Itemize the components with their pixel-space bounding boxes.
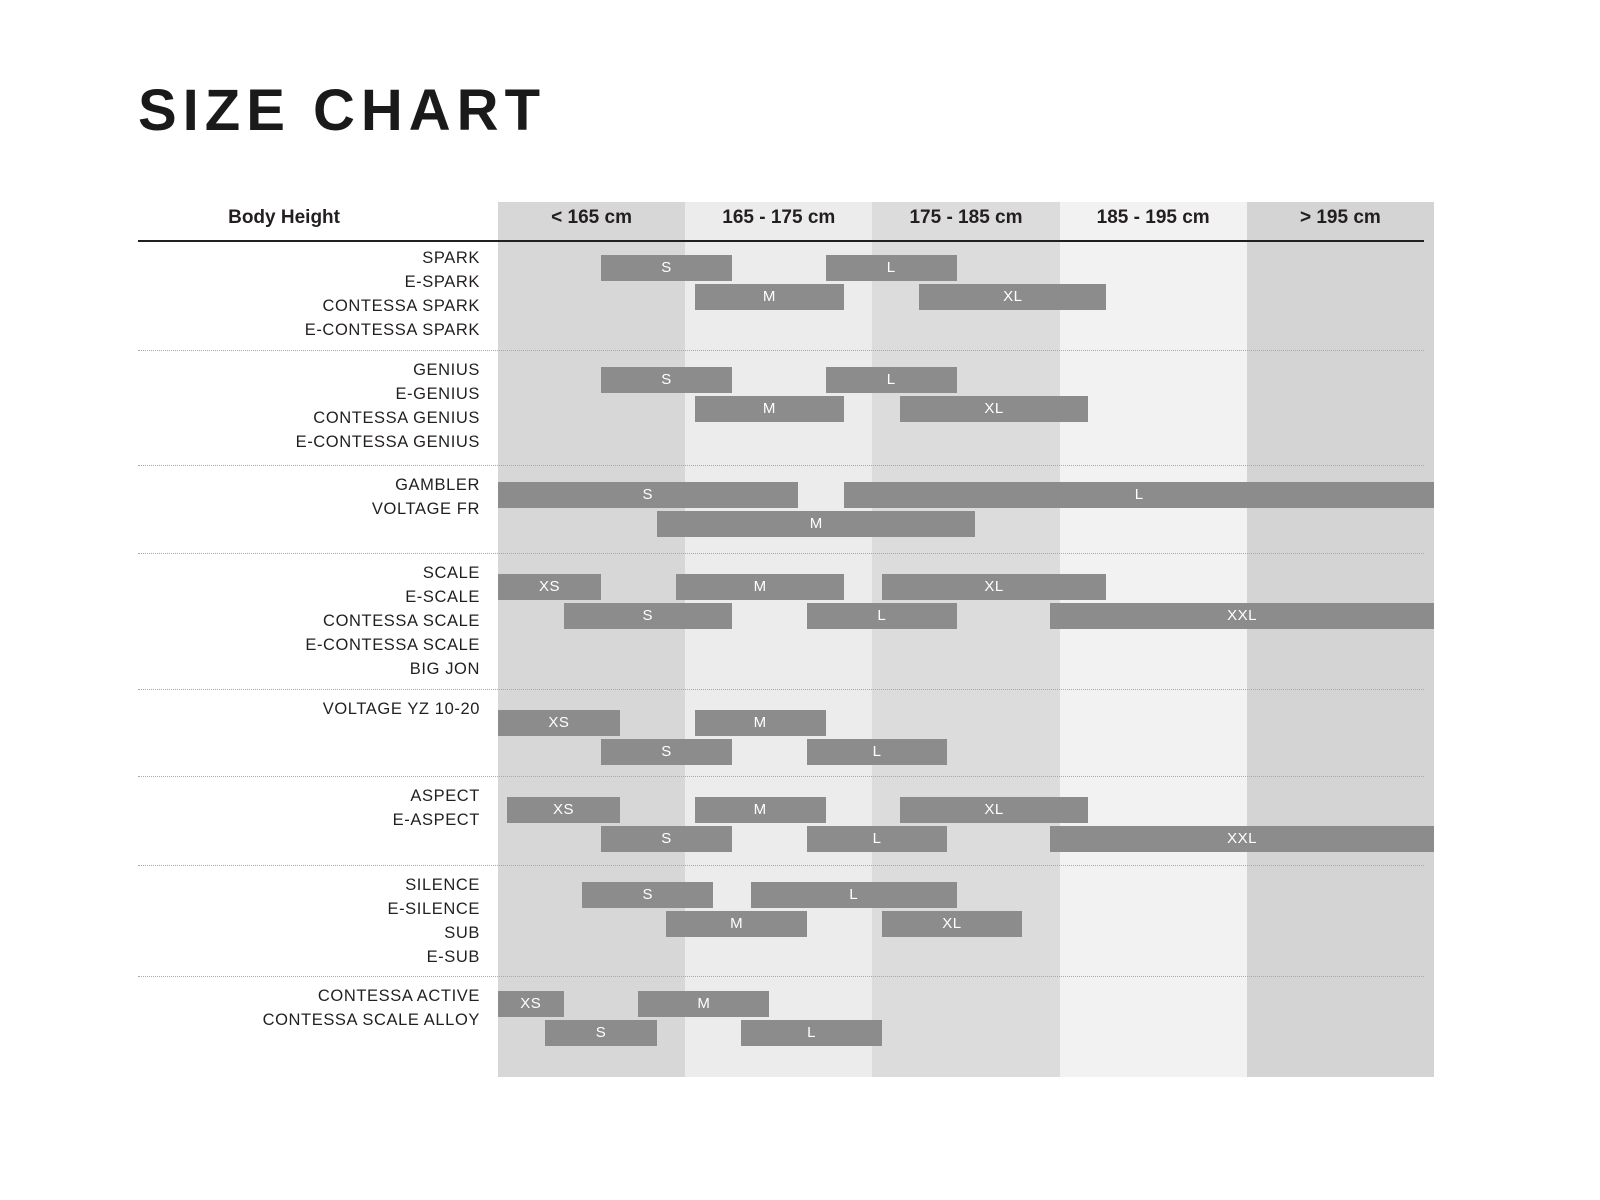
size-bar-xs: XS: [498, 991, 564, 1017]
size-bar-s: S: [601, 255, 732, 281]
column-band-4: [1060, 202, 1247, 1077]
size-bar-m: M: [695, 284, 845, 310]
group-separator: [138, 350, 1424, 351]
model-label: CONTESSA SPARK: [322, 297, 480, 315]
size-bar-xl: XL: [900, 797, 1087, 823]
size-bar-xs: XS: [498, 574, 601, 600]
page-title: SIZE CHART: [138, 78, 546, 143]
size-bar-l: L: [844, 482, 1434, 508]
model-label: E-CONTESSA SPARK: [304, 321, 480, 339]
size-bar-m: M: [666, 911, 806, 937]
model-label: E-SILENCE: [387, 900, 480, 918]
model-label: GAMBLER: [395, 476, 480, 494]
size-bar-xxl: XXL: [1050, 826, 1434, 852]
body-height-header: Body Height: [228, 207, 340, 228]
size-bar-l: L: [826, 255, 957, 281]
size-bar-m: M: [657, 511, 975, 537]
size-bar-s: S: [601, 739, 732, 765]
column-band-5: [1247, 202, 1434, 1077]
size-bar-xl: XL: [919, 284, 1106, 310]
size-bar-l: L: [741, 1020, 881, 1046]
model-label: VOLTAGE YZ 10-20: [322, 700, 480, 718]
column-header-3: 175 - 185 cm: [909, 207, 1023, 228]
size-bar-s: S: [601, 826, 732, 852]
group-separator: [138, 776, 1424, 777]
size-bar-m: M: [638, 991, 769, 1017]
size-bar-m: M: [676, 574, 844, 600]
size-bar-m: M: [695, 797, 826, 823]
size-bar-l: L: [826, 367, 957, 393]
model-label: E-SUB: [426, 948, 480, 966]
size-bar-m: M: [695, 396, 845, 422]
model-label: ASPECT: [410, 787, 480, 805]
column-band-1: [498, 202, 685, 1077]
group-separator: [138, 465, 1424, 466]
size-bar-s: S: [582, 882, 713, 908]
size-bar-xl: XL: [882, 911, 1022, 937]
model-label: GENIUS: [413, 361, 480, 379]
model-label: CONTESSA SCALE ALLOY: [262, 1011, 480, 1029]
group-separator: [138, 976, 1424, 977]
model-label: SILENCE: [405, 876, 480, 894]
size-bar-m: M: [695, 710, 826, 736]
size-bar-s: S: [498, 482, 798, 508]
column-header-5: > 195 cm: [1299, 207, 1381, 228]
size-bar-xl: XL: [882, 574, 1107, 600]
group-separator: [138, 553, 1424, 554]
size-bar-l: L: [807, 739, 947, 765]
size-bar-s: S: [564, 603, 732, 629]
column-band-2: [685, 202, 872, 1077]
size-bar-xl: XL: [900, 396, 1087, 422]
model-label: E-CONTESSA GENIUS: [295, 433, 480, 451]
model-label: CONTESSA GENIUS: [313, 409, 480, 427]
model-label: BIG JON: [409, 660, 480, 678]
model-label: SPARK: [422, 249, 480, 267]
column-band-3: [872, 202, 1059, 1077]
model-label: SUB: [444, 924, 480, 942]
group-separator: [138, 865, 1424, 866]
model-label: CONTESSA ACTIVE: [317, 987, 480, 1005]
size-bar-s: S: [545, 1020, 657, 1046]
model-label: CONTESSA SCALE: [323, 612, 480, 630]
column-header-1: < 165 cm: [551, 207, 632, 228]
size-bar-xs: XS: [498, 710, 620, 736]
column-header-4: 185 - 195 cm: [1096, 207, 1210, 228]
size-bar-s: S: [601, 367, 732, 393]
size-bar-xs: XS: [507, 797, 619, 823]
column-header-2: 165 - 175 cm: [722, 207, 836, 228]
model-label: VOLTAGE FR: [371, 500, 480, 518]
size-bar-l: L: [751, 882, 957, 908]
size-bar-l: L: [807, 826, 947, 852]
header-rule: [138, 240, 1424, 242]
model-label: E-SCALE: [405, 588, 480, 606]
model-label: E-ASPECT: [392, 811, 480, 829]
model-label: SCALE: [422, 564, 480, 582]
model-label: E-GENIUS: [395, 385, 480, 403]
model-label: E-CONTESSA SCALE: [305, 636, 480, 654]
group-separator: [138, 689, 1424, 690]
model-label: E-SPARK: [404, 273, 480, 291]
size-bar-xxl: XXL: [1050, 603, 1434, 629]
size-bar-l: L: [807, 603, 957, 629]
